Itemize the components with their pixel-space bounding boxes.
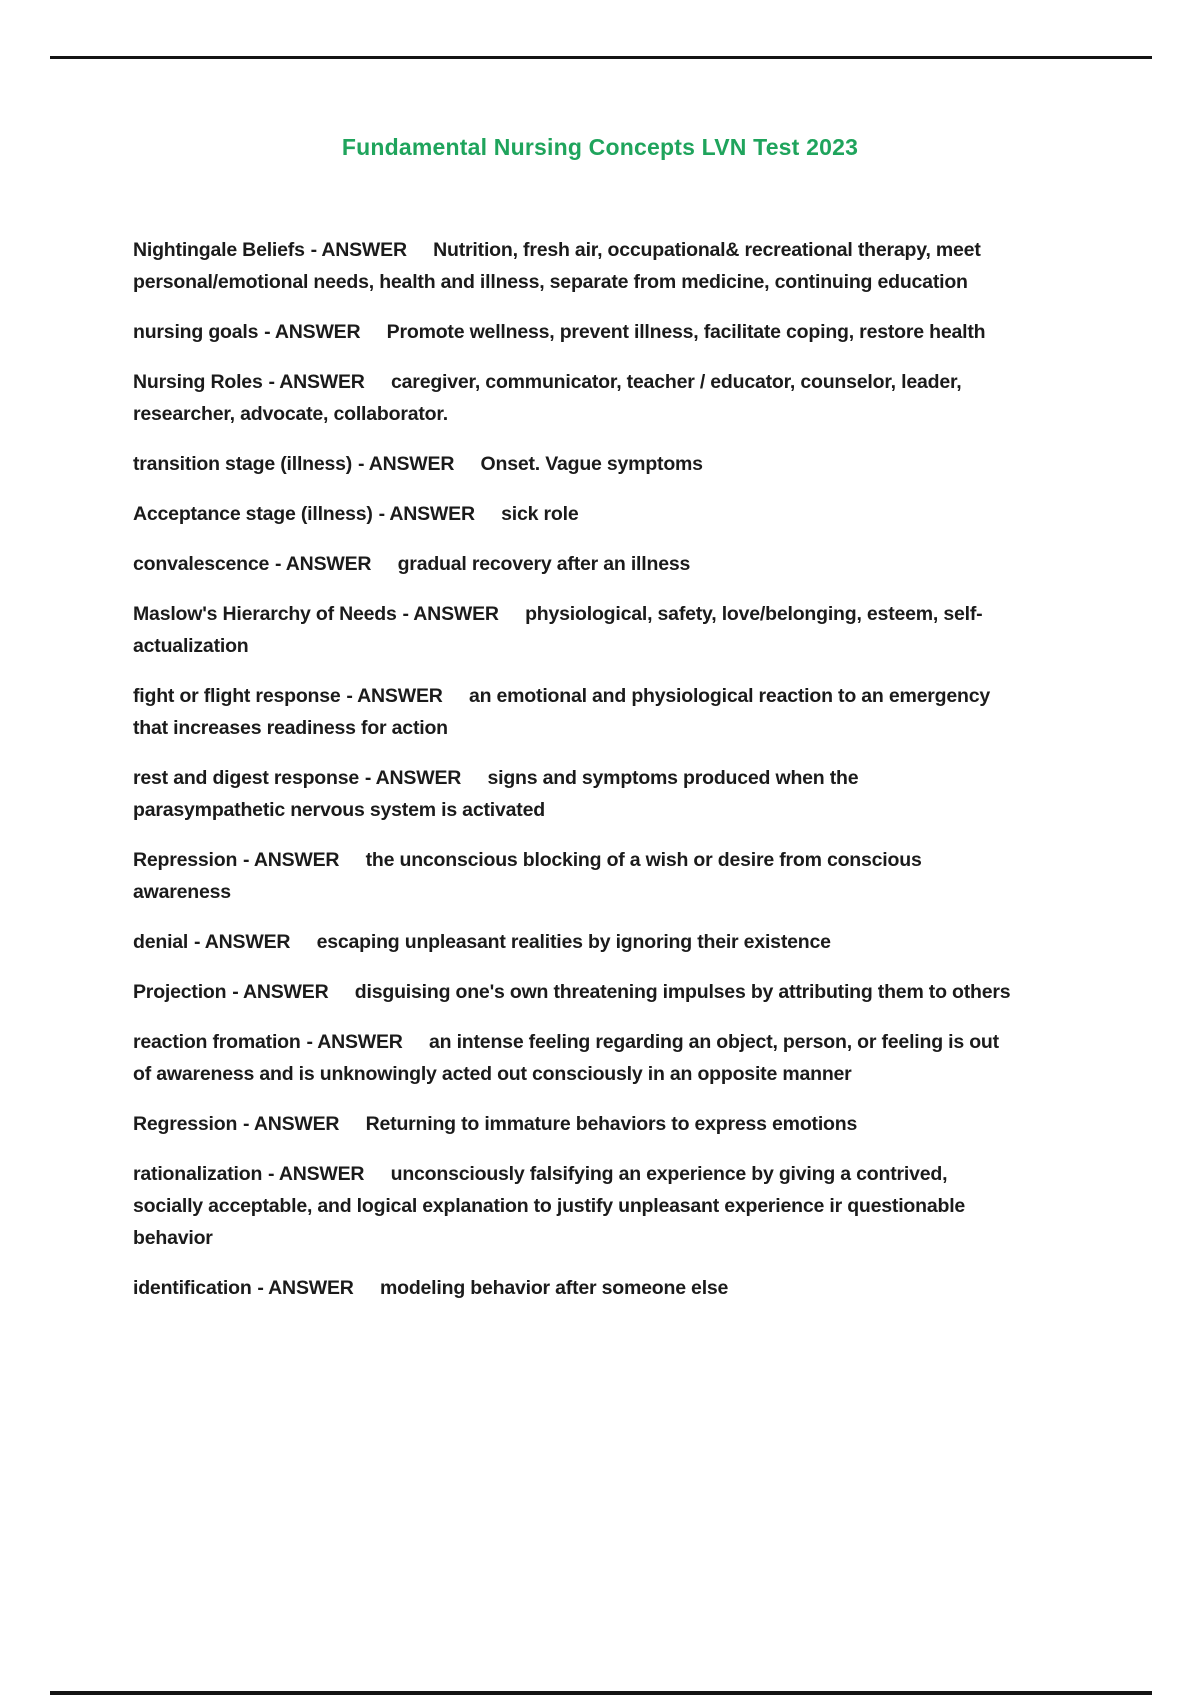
term-text: Acceptance stage (illness) bbox=[133, 503, 373, 525]
definition-text: an intense feeling regarding an object, person, or feeling is out of awareness and is unknowingly acted out consciously in an opposite manner bbox=[133, 1031, 999, 1085]
answer-label: - ANSWER bbox=[364, 767, 462, 789]
qa-entry bbox=[133, 598, 1013, 662]
answer-label: - ANSWER bbox=[275, 553, 372, 575]
qa-entry bbox=[133, 448, 1013, 480]
answer-label: - ANSWER bbox=[346, 685, 443, 707]
answer-label: - ANSWER bbox=[306, 1031, 403, 1053]
page-title: Fundamental Nursing Concepts LVN Test 2023 bbox=[341, 134, 859, 160]
definition-text: Nutrition, fresh air, occupational& recreational therapy, meet personal/emotional needs, health and illness, separate from medicine, continuing education bbox=[133, 239, 981, 293]
term-text: Regression bbox=[133, 1113, 238, 1135]
definitions-list bbox=[133, 234, 1013, 1322]
term-text: fight or flight response bbox=[133, 685, 341, 707]
qa-entry bbox=[133, 762, 1013, 826]
definition-text: caregiver, communicator, teacher / educator, counselor, leader, researcher, advocate, collaborator. bbox=[133, 371, 962, 425]
definition-text: sick role bbox=[501, 503, 579, 525]
qa-entry bbox=[133, 926, 1013, 958]
definition-text: an emotional and physiological reaction to an emergency that increases readiness for action bbox=[133, 685, 990, 739]
answer-label: - ANSWER bbox=[357, 453, 455, 475]
term-text: transition stage (illness) bbox=[133, 453, 353, 475]
definition-text: Promote wellness, prevent illness, facilitate coping, restore health bbox=[386, 321, 986, 343]
qa-entry bbox=[133, 1108, 1013, 1140]
term-text: Maslow's Hierarchy of Needs bbox=[133, 603, 397, 625]
bottom-horizontal-rule bbox=[50, 1691, 1152, 1695]
qa-entry bbox=[133, 680, 1013, 744]
term-text: denial bbox=[133, 931, 189, 953]
qa-entry bbox=[133, 844, 1013, 908]
definition-text: disguising one's own threatening impulses by attributing them to others bbox=[354, 981, 1011, 1003]
qa-entry bbox=[133, 234, 1013, 298]
qa-entry bbox=[133, 1158, 1013, 1254]
qa-entry bbox=[133, 366, 1013, 430]
answer-label: - ANSWER bbox=[264, 321, 361, 343]
answer-label: - ANSWER bbox=[268, 371, 365, 393]
qa-entry bbox=[133, 1272, 1013, 1304]
term-text: Repression bbox=[133, 849, 238, 871]
qa-entry bbox=[133, 1026, 1013, 1090]
term-text: reaction fromation bbox=[133, 1031, 301, 1053]
term-text: nursing goals bbox=[133, 321, 259, 343]
top-horizontal-rule bbox=[50, 56, 1152, 59]
term-text: Projection bbox=[133, 981, 227, 1003]
definition-text: physiological, safety, love/belonging, esteem, self-actualization bbox=[133, 603, 983, 657]
qa-entry bbox=[133, 548, 1013, 580]
answer-label: - ANSWER bbox=[194, 931, 291, 953]
definition-text: the unconscious blocking of a wish or desire from conscious awareness bbox=[133, 849, 922, 903]
answer-label: - ANSWER bbox=[243, 849, 340, 871]
definition-text: unconsciously falsifying an experience by giving a contrived, socially acceptable, and logical explanation to justify unpleasant experience ir questionable behavior bbox=[133, 1163, 966, 1249]
answer-label: - ANSWER bbox=[243, 1113, 340, 1135]
definition-text: modeling behavior after someone else bbox=[379, 1277, 729, 1299]
definition-text: gradual recovery after an illness bbox=[397, 553, 691, 575]
qa-entry bbox=[133, 976, 1013, 1008]
answer-label: - ANSWER bbox=[310, 239, 407, 261]
definition-text: escaping unpleasant realities by ignoring their existence bbox=[316, 931, 831, 953]
answer-label: - ANSWER bbox=[268, 1163, 365, 1185]
definition-text: Onset. Vague symptoms bbox=[480, 453, 703, 475]
term-text: convalescence bbox=[133, 553, 270, 575]
answer-label: - ANSWER bbox=[402, 603, 499, 625]
term-text: Nightingale Beliefs bbox=[133, 239, 305, 261]
answer-label: - ANSWER bbox=[257, 1277, 354, 1299]
answer-label: - ANSWER bbox=[232, 981, 329, 1003]
term-text: rationalization bbox=[133, 1163, 263, 1185]
term-text: Nursing Roles bbox=[133, 371, 263, 393]
definition-text: signs and symptoms produced when the parasympathetic nervous system is activated bbox=[133, 767, 859, 821]
qa-entry bbox=[133, 498, 1013, 530]
answer-label: - ANSWER bbox=[378, 503, 475, 525]
qa-entry bbox=[133, 316, 1013, 348]
term-text: identification bbox=[133, 1277, 252, 1299]
term-text: rest and digest response bbox=[133, 767, 360, 789]
definition-text: Returning to immature behaviors to express emotions bbox=[365, 1113, 858, 1135]
